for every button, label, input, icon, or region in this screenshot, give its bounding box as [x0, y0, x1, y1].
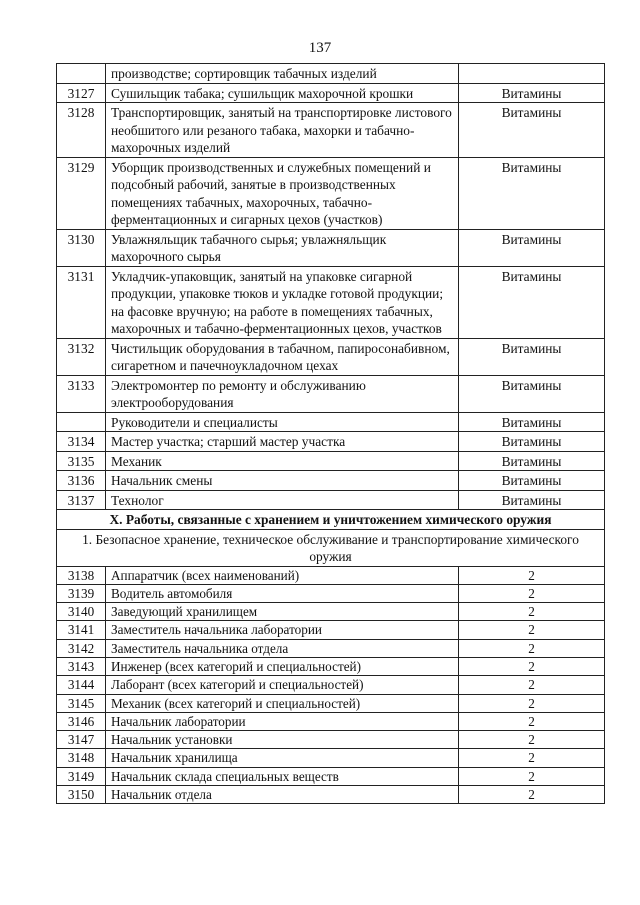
row-profession: Начальник склада специальных веществ: [106, 767, 459, 785]
table-row: [57, 731, 605, 749]
row-number: 3139: [57, 584, 106, 602]
row-number: 3132: [57, 338, 106, 375]
row-profession: Начальник установки: [106, 731, 459, 749]
row-profession: Лаборант (всех категорий и специальностей): [106, 676, 459, 694]
row-value: Витамины: [459, 229, 605, 266]
row-value: 2: [459, 749, 605, 767]
table-row: [57, 694, 605, 712]
row-number: 3141: [57, 621, 106, 639]
page-number: 137: [308, 40, 332, 56]
row-profession: Руководители и специалисты: [106, 412, 459, 432]
table-body-bottom: [57, 566, 605, 804]
row-number: 3142: [57, 639, 106, 657]
table-row: [57, 749, 605, 767]
profession-table: [56, 63, 605, 804]
table-row: [57, 490, 605, 510]
row-profession: Заместитель начальника отдела: [106, 639, 459, 657]
table-row: [57, 451, 605, 471]
table-row: [57, 676, 605, 694]
row-number: 3134: [57, 432, 106, 452]
row-value: Витамины: [459, 471, 605, 491]
row-number: 3129: [57, 157, 106, 229]
row-profession: Транспортировщик, занятый на транспортировке листового необшитого или резаного табака, махорки и табачно-махорочных изделий: [106, 103, 459, 158]
row-value: Витамины: [459, 432, 605, 452]
table-row: [57, 229, 605, 266]
row-profession: Мастер участка; старший мастер участка: [106, 432, 459, 452]
row-value: 2: [459, 767, 605, 785]
row-profession: Аппаратчик (всех наименований): [106, 566, 459, 584]
row-profession: Заведующий хранилищем: [106, 603, 459, 621]
row-profession: Механик (всех категорий и специальностей): [106, 694, 459, 712]
row-profession: Увлажняльщик табачного сырья; увлажняльщик махорочного сырья: [106, 229, 459, 266]
row-number: 3149: [57, 767, 106, 785]
row-number: 3128: [57, 103, 106, 158]
table-row: [57, 657, 605, 675]
table-row: [57, 566, 605, 584]
row-number: 3147: [57, 731, 106, 749]
row-value: Витамины: [459, 338, 605, 375]
row-number: 3143: [57, 657, 106, 675]
row-profession: Уборщик производственных и служебных помещений и подсобный рабочий, занятые в производственных помещениях табачных, махорочных, табачно-ферментационных и сигарных цехов (участков): [106, 157, 459, 229]
row-number: 3148: [57, 749, 106, 767]
row-value: 2: [459, 621, 605, 639]
row-number: 3127: [57, 83, 106, 103]
table-row: [57, 471, 605, 491]
row-value: Витамины: [459, 490, 605, 510]
row-number: 3140: [57, 603, 106, 621]
table-row: [57, 621, 605, 639]
table-row: [57, 432, 605, 452]
row-number: 3137: [57, 490, 106, 510]
row-value: 2: [459, 731, 605, 749]
section-title: X. Работы, связанные с хранением и уничтожением химического оружия: [57, 510, 605, 530]
table-row: [57, 375, 605, 412]
row-number: 3136: [57, 471, 106, 491]
table-row: [57, 584, 605, 602]
row-profession: Начальник отдела: [106, 786, 459, 804]
row-value: 2: [459, 584, 605, 602]
subsection-row: [57, 529, 605, 566]
row-value: Витамины: [459, 451, 605, 471]
row-profession: Чистильщик оборудования в табачном, папиросонабивном, сигаретном и пачечноукладочном цехах: [106, 338, 459, 375]
row-value: 2: [459, 639, 605, 657]
row-value: Витамины: [459, 266, 605, 338]
row-profession: производстве; сортировщик табачных изделий: [106, 64, 459, 84]
row-number: [57, 412, 106, 432]
row-value: 2: [459, 694, 605, 712]
table-row: [57, 157, 605, 229]
row-profession: Укладчик-упаковщик, занятый на упаковке сигарной продукции, упаковке тюков и укладке готовой продукции; на фасовке вручную; на работе в помещениях табачных, махорочных и табачно-ферментационных цехов, участков: [106, 266, 459, 338]
row-value: 2: [459, 712, 605, 730]
row-profession: Заместитель начальника лаборатории: [106, 621, 459, 639]
table-row: [57, 338, 605, 375]
table-body-top: [57, 64, 605, 510]
table-row: [57, 786, 605, 804]
row-value: 2: [459, 786, 605, 804]
row-number: 3130: [57, 229, 106, 266]
section-row: [57, 510, 605, 530]
row-profession: Сушильщик табака; сушильщик махорочной крошки: [106, 83, 459, 103]
row-number: 3144: [57, 676, 106, 694]
row-value: 2: [459, 676, 605, 694]
row-profession: Начальник смены: [106, 471, 459, 491]
row-value: 2: [459, 657, 605, 675]
subsection-title: 1. Безопасное хранение, техническое обслуживание и транспортирование химического оружия: [57, 529, 605, 566]
table-row: [57, 266, 605, 338]
table-row: [57, 412, 605, 432]
row-number: 3138: [57, 566, 106, 584]
row-value: Витамины: [459, 375, 605, 412]
table-body-section: [57, 510, 605, 567]
table-row: [57, 603, 605, 621]
row-profession: Инженер (всех категорий и специальностей): [106, 657, 459, 675]
table-row: [57, 712, 605, 730]
row-value: Витамины: [459, 103, 605, 158]
row-profession: Механик: [106, 451, 459, 471]
row-number: 3131: [57, 266, 106, 338]
row-profession: Начальник хранилища: [106, 749, 459, 767]
row-number: [57, 64, 106, 84]
row-value: [459, 64, 605, 84]
row-value: Витамины: [459, 83, 605, 103]
table-row: [57, 64, 605, 84]
row-profession: Технолог: [106, 490, 459, 510]
table-row: [57, 639, 605, 657]
table-row: [57, 767, 605, 785]
row-value: 2: [459, 603, 605, 621]
row-profession: Начальник лаборатории: [106, 712, 459, 730]
table-row: [57, 103, 605, 158]
row-number: 3135: [57, 451, 106, 471]
row-profession: Электромонтер по ремонту и обслуживанию электрооборудования: [106, 375, 459, 412]
table-row: [57, 83, 605, 103]
row-number: 3146: [57, 712, 106, 730]
row-number: 3150: [57, 786, 106, 804]
row-value: 2: [459, 566, 605, 584]
row-profession: Водитель автомобиля: [106, 584, 459, 602]
row-number: 3133: [57, 375, 106, 412]
row-value: Витамины: [459, 157, 605, 229]
row-value: Витамины: [459, 412, 605, 432]
row-number: 3145: [57, 694, 106, 712]
